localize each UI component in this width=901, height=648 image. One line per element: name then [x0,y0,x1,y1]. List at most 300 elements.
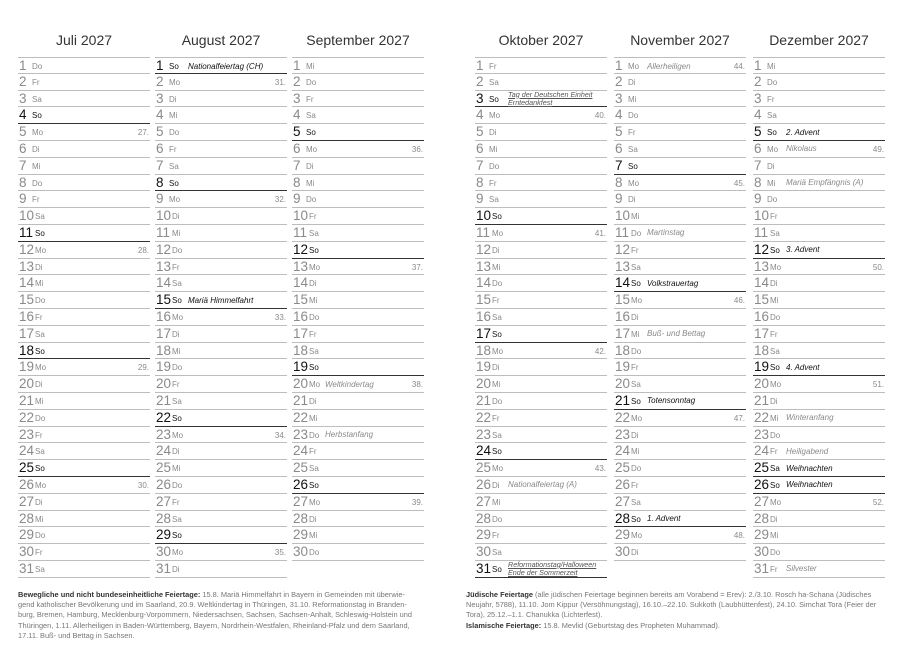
day-row[interactable] [475,208,607,225]
day-row[interactable] [475,259,607,276]
day-row[interactable] [18,376,150,393]
day-row[interactable] [155,359,287,376]
day-row[interactable] [475,242,607,259]
day-number: 25 [156,460,172,476]
day-row[interactable] [753,275,885,292]
day-row[interactable] [614,460,746,477]
day-number: 28 [754,510,770,526]
weekday: So [631,279,641,289]
month-title: Dezember 2027 [769,32,869,48]
day-row[interactable] [18,292,150,309]
day-row[interactable] [155,494,287,511]
weekday: Di [628,77,636,87]
day-row[interactable] [155,191,287,208]
day-row[interactable] [475,107,607,124]
day-row[interactable] [753,410,885,427]
day-number: 4 [476,107,484,123]
day-row[interactable] [18,158,150,175]
day-row[interactable] [18,477,150,494]
day-row[interactable] [155,57,287,74]
day-number: 2 [293,73,301,89]
day-row[interactable] [292,225,424,242]
day-row[interactable] [292,242,424,259]
day-row[interactable] [753,460,885,477]
day-row[interactable] [292,494,424,511]
day-row[interactable] [155,242,287,259]
week-number: 37. [411,262,423,272]
day-row[interactable] [18,326,150,343]
day-row[interactable] [155,225,287,242]
day-row[interactable] [614,124,746,141]
day-row[interactable] [475,410,607,427]
day-row[interactable] [475,376,607,393]
day-row[interactable] [155,427,287,444]
day-row[interactable] [155,107,287,124]
day-row[interactable] [155,309,287,326]
day-number: 24 [156,443,172,459]
day-row[interactable] [155,410,287,427]
day-row[interactable] [18,225,150,242]
day-row[interactable] [155,175,287,192]
day-row[interactable] [475,175,607,192]
day-row[interactable] [753,191,885,208]
day-row[interactable] [18,494,150,511]
day-number: 7 [19,157,27,173]
day-row[interactable] [475,158,607,175]
day-number: 23 [754,426,770,442]
day-row[interactable] [614,544,746,561]
day-number: 16 [476,308,492,324]
day-number: 10 [754,208,770,224]
day-number: 23 [476,426,492,442]
day-row[interactable] [475,309,607,326]
weekday: Mo [172,430,184,440]
day-row[interactable] [292,107,424,124]
notes-left-line: Thüringen, 1.11. Allerheiligen in Baden-Württemberg, Bayern, Nordrhein-Westfalen, Rheinland-Pfalz und dem Saarland, [18,620,410,630]
day-row[interactable] [155,511,287,528]
day-number: 28 [615,510,631,526]
weekday: Mo [631,296,643,306]
day-row[interactable] [614,393,746,410]
day-number: 30 [615,544,631,560]
day-number: 14 [754,275,770,291]
day-row[interactable] [18,107,150,124]
day-row[interactable] [753,259,885,276]
day-number: 31 [754,560,770,576]
weekday: Mo [770,497,782,507]
day-row[interactable] [155,544,287,561]
holiday-label: Totensonntag [647,396,696,406]
day-row[interactable] [292,544,424,561]
day-row[interactable] [155,460,287,477]
day-number: 10 [293,208,309,224]
day-row[interactable] [18,242,150,259]
day-row[interactable] [155,292,287,309]
day-number: 20 [754,376,770,392]
day-row[interactable] [18,427,150,444]
day-row[interactable] [18,124,150,141]
weekday: Di [770,514,778,524]
day-number: 5 [19,124,27,140]
weekday: So [172,296,182,306]
day-row[interactable] [753,124,885,141]
day-row[interactable] [292,259,424,276]
notes-right-line: 15.8. Mevlid (Geburtstag des Propheten Muhammad). [543,620,720,630]
weekday: Mi [770,296,779,306]
day-row[interactable] [18,527,150,544]
day-row[interactable] [753,57,885,74]
day-number: 5 [156,124,164,140]
day-row[interactable] [475,393,607,410]
weekday: Do [35,296,46,306]
day-row[interactable] [753,527,885,544]
day-row[interactable] [18,175,150,192]
week-number: 48. [733,531,745,541]
day-row[interactable] [18,309,150,326]
day-number: 13 [615,258,631,274]
day-row[interactable] [614,225,746,242]
day-row[interactable] [753,107,885,124]
weekday: Do [631,464,642,474]
day-row[interactable] [614,242,746,259]
day-row[interactable] [614,91,746,108]
day-number: 26 [615,476,631,492]
day-number: 26 [476,476,492,492]
weekday: Sa [489,195,499,205]
day-number: 10 [615,208,631,224]
month-column [18,28,150,578]
day-row[interactable] [155,393,287,410]
day-number: 1 [476,58,484,73]
weekday: So [628,161,638,171]
weekday: Di [306,161,314,171]
day-number: 2 [476,73,484,89]
day-row[interactable] [292,158,424,175]
week-number: 36. [411,144,423,154]
day-row[interactable] [475,292,607,309]
day-row[interactable] [155,158,287,175]
day-row[interactable] [753,477,885,494]
day-number: 22 [476,409,492,425]
day-row[interactable] [155,91,287,108]
day-row[interactable] [614,107,746,124]
day-number: 25 [19,460,35,476]
weekday: Fr [631,245,639,255]
day-number: 11 [156,224,171,240]
day-row[interactable] [292,511,424,528]
day-row[interactable] [614,343,746,360]
weekday: Fr [35,312,43,322]
day-row[interactable] [292,427,424,444]
day-row[interactable] [753,225,885,242]
weekday: Do [767,77,778,87]
day-row[interactable] [614,175,746,192]
day-number: 15 [19,292,35,308]
day-row[interactable] [614,359,746,376]
day-row[interactable] [292,410,424,427]
day-number: 23 [156,426,172,442]
day-row[interactable] [292,57,424,74]
day-row[interactable] [292,208,424,225]
day-row[interactable] [155,477,287,494]
day-row[interactable] [292,359,424,376]
day-row[interactable] [292,191,424,208]
day-row[interactable] [753,443,885,460]
weekday: Mi [309,413,318,423]
day-row[interactable] [155,443,287,460]
day-row[interactable] [614,259,746,276]
day-number: 20 [19,376,35,392]
weekday: Mi [35,514,44,524]
day-row[interactable] [614,376,746,393]
day-row[interactable] [155,208,287,225]
day-number: 23 [293,426,309,442]
day-row[interactable] [18,57,150,74]
day-number: 3 [615,90,623,106]
day-row[interactable] [292,91,424,108]
day-row[interactable] [614,443,746,460]
weekday: Mi [767,62,776,71]
day-row[interactable] [18,410,150,427]
day-number: 4 [293,107,301,123]
day-row[interactable] [18,544,150,561]
weekday: Mo [309,262,321,272]
day-row[interactable] [18,460,150,477]
weekday: Fr [492,296,500,306]
day-row[interactable] [614,57,746,74]
day-number: 11 [19,224,34,240]
day-row[interactable] [155,141,287,158]
day-row[interactable] [475,124,607,141]
day-row[interactable] [753,74,885,91]
day-row[interactable] [614,74,746,91]
day-row[interactable] [155,343,287,360]
day-number: 31 [19,560,35,576]
day-row[interactable] [292,326,424,343]
weekday: Di [309,279,317,289]
day-row[interactable] [753,393,885,410]
week-number: 33. [274,312,286,322]
day-row[interactable] [753,158,885,175]
week-number: 38. [411,380,423,390]
day-row[interactable] [614,191,746,208]
day-number: 20 [476,376,492,392]
day-number: 9 [293,191,301,207]
holiday-label: 4. Advent [786,362,820,372]
day-row[interactable] [292,74,424,91]
day-row[interactable] [475,326,607,343]
day-row[interactable] [292,443,424,460]
day-row[interactable] [475,460,607,477]
day-number: 14 [293,275,309,291]
weekday: Mo [492,464,504,474]
day-number: 4 [615,107,623,123]
day-row[interactable] [292,460,424,477]
day-row[interactable] [753,376,885,393]
day-row[interactable] [292,175,424,192]
day-number: 25 [293,460,309,476]
day-number: 23 [615,426,631,442]
day-row[interactable] [18,443,150,460]
day-number: 4 [156,107,164,123]
day-row[interactable] [155,275,287,292]
day-row[interactable] [475,511,607,528]
day-row[interactable] [475,191,607,208]
day-number: 27 [293,493,309,509]
day-row[interactable] [475,141,607,158]
day-row[interactable] [753,326,885,343]
day-row[interactable] [753,309,885,326]
day-row[interactable] [18,74,150,91]
week-number: 44. [733,62,745,71]
day-row[interactable] [753,544,885,561]
weekday: Sa [169,161,179,171]
day-number: 16 [156,308,172,324]
day-number: 2 [754,73,762,89]
weekday: Fr [770,212,778,222]
day-row[interactable] [475,494,607,511]
weekday: Sa [489,77,499,87]
day-row[interactable] [753,141,885,158]
day-row[interactable] [155,376,287,393]
day-row[interactable] [18,275,150,292]
day-row[interactable] [155,259,287,276]
day-row[interactable] [292,393,424,410]
day-row[interactable] [614,292,746,309]
day-row[interactable] [475,359,607,376]
day-row[interactable] [18,393,150,410]
day-row[interactable] [155,74,287,91]
day-row[interactable] [753,494,885,511]
day-row[interactable] [753,343,885,360]
day-row[interactable] [753,242,885,259]
day-row[interactable] [614,158,746,175]
day-number: 7 [615,157,623,173]
day-row[interactable] [18,208,150,225]
week-number: 51. [872,380,884,390]
day-row[interactable] [18,259,150,276]
day-row[interactable] [614,326,746,343]
weekday: Do [306,195,317,205]
day-row[interactable] [292,275,424,292]
day-row[interactable] [475,427,607,444]
weekday: Di [169,94,177,104]
day-row[interactable] [614,494,746,511]
weekday: Sa [306,111,316,121]
weekday: Sa [492,430,502,440]
weekday: Di [628,195,636,205]
weekday: Fr [492,531,500,541]
day-row[interactable] [18,561,150,578]
day-row[interactable] [753,175,885,192]
day-row[interactable] [475,74,607,91]
day-row[interactable] [292,141,424,158]
day-row[interactable] [155,527,287,544]
day-row[interactable] [753,427,885,444]
day-row[interactable] [753,511,885,528]
day-row[interactable] [475,91,607,108]
weekday: Do [172,363,183,373]
day-number: 5 [476,124,484,140]
day-row[interactable] [753,91,885,108]
day-row[interactable] [614,208,746,225]
day-row[interactable] [155,561,287,578]
day-row[interactable] [292,343,424,360]
day-row[interactable] [292,292,424,309]
weekday: Sa [35,329,45,339]
day-row[interactable] [155,326,287,343]
day-row[interactable] [292,124,424,141]
weekday: So [169,178,179,188]
weekday: Di [32,144,40,154]
day-row[interactable] [614,309,746,326]
day-number: 12 [754,241,770,257]
holiday-label: Weltkindertag [325,379,374,389]
week-number: 28. [137,245,149,255]
day-row[interactable] [292,376,424,393]
day-row[interactable] [475,57,607,74]
notes-left-line: 15.8. Mariä Himmelfahrt in Bayern in Gemeinden mit überwie- [202,590,405,599]
day-row[interactable] [614,477,746,494]
weekday: So [492,564,502,574]
day-row[interactable] [475,477,607,494]
day-number: 3 [156,90,164,106]
day-row[interactable] [614,141,746,158]
day-row[interactable] [614,410,746,427]
day-row[interactable] [475,561,607,578]
day-row[interactable] [753,359,885,376]
day-number: 18 [615,342,631,358]
day-row[interactable] [614,427,746,444]
day-row[interactable] [18,141,150,158]
day-row[interactable] [753,208,885,225]
day-row[interactable] [292,477,424,494]
weekday: Do [309,548,320,558]
notes-left-line: 17.11. Buß- und Bettag in Sachsen. [18,630,135,640]
day-number: 22 [754,409,770,425]
day-row[interactable] [292,527,424,544]
day-row[interactable] [614,511,746,528]
day-row[interactable] [475,275,607,292]
day-row[interactable] [475,225,607,242]
day-row[interactable] [753,561,885,578]
day-row[interactable] [155,124,287,141]
day-row[interactable] [18,91,150,108]
day-row[interactable] [18,191,150,208]
day-number: 8 [156,174,164,190]
day-row[interactable] [18,343,150,360]
holiday-label: Mariä Empfängnis (A) [786,178,864,188]
day-row[interactable] [614,275,746,292]
day-row[interactable] [475,343,607,360]
day-row[interactable] [753,292,885,309]
day-row[interactable] [475,527,607,544]
weekday: Sa [628,144,638,154]
weekday: So [172,413,182,423]
weekday: Mo [631,413,643,423]
day-row[interactable] [475,443,607,460]
week-number: 35. [274,548,286,558]
weekday: Do [35,531,46,541]
day-row[interactable] [475,544,607,561]
day-row[interactable] [614,527,746,544]
day-number: 8 [476,174,484,190]
day-number: 30 [156,544,172,560]
weekday: Di [492,245,500,255]
day-row[interactable] [18,359,150,376]
day-row[interactable] [18,511,150,528]
day-row[interactable] [292,309,424,326]
